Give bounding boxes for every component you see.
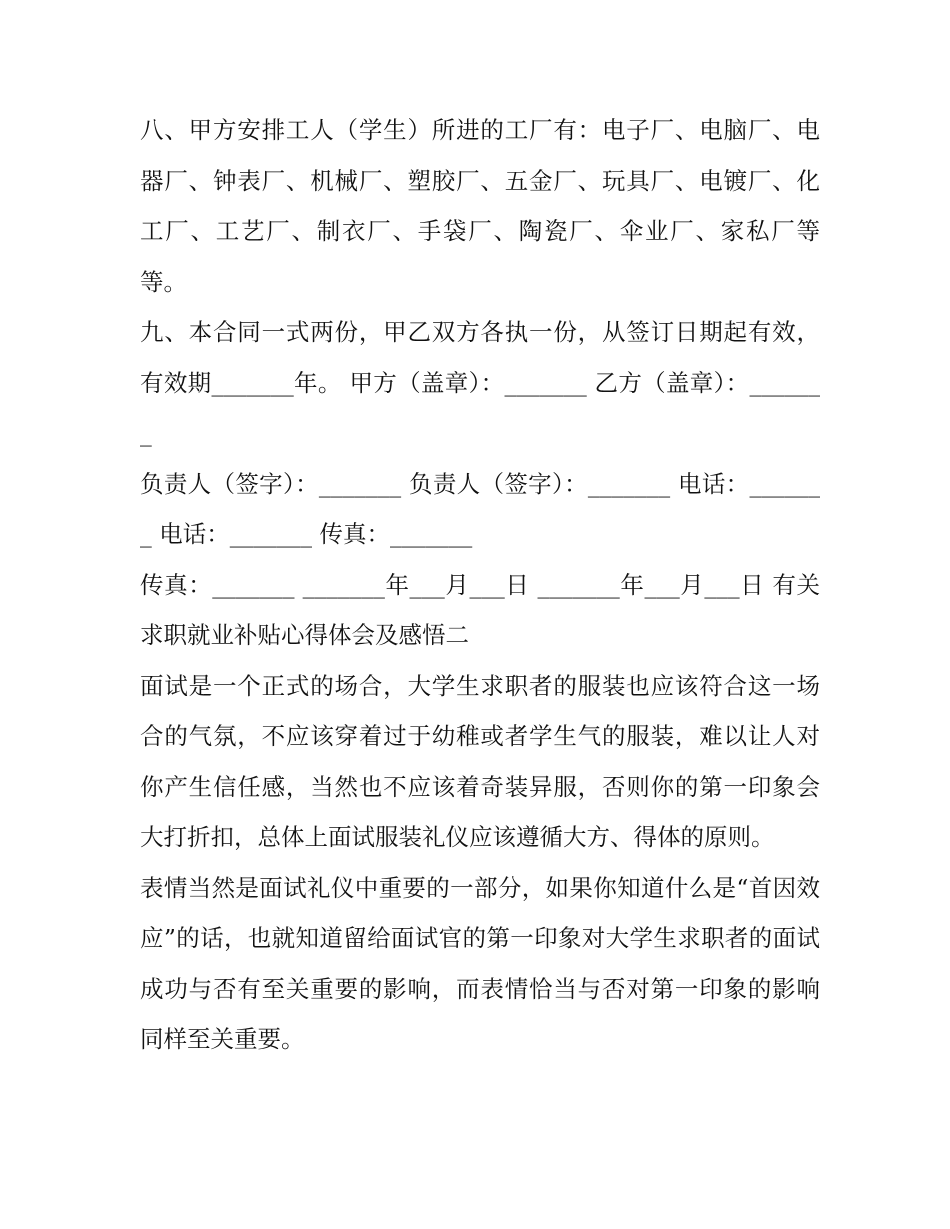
paragraph-signatures: 负责人（签字）：_______ 负责人（签字）：_______ 电话：_______ 电话：_______ 传真：_______ — [140, 469, 820, 548]
paragraph-interview-expression: 表情当然是面试礼仪中重要的一部分，如果你知道什么是“首因效应”的话，也就知道留给面试官的第一印象对大学生求职者的面试成功与否有至关重要的影响，而表情恰当与否对第一印象的影响同样至关重要。 — [140, 873, 820, 1053]
paragraph-factory-list: 八、甲方安排工人（学生）所进的工厂有：电子厂、电脑厂、电器厂、钟表厂、机械厂、塑胶厂、五金厂、玩具厂、电镀厂、化工厂、工艺厂、制衣厂、手袋厂、陶瓷厂、伞业厂、家私厂等等。 — [140, 116, 820, 296]
document-page — [140, 105, 820, 1065]
paragraph-contract-copies: 九、本合同一式两份，甲乙双方各执一份，从签订日期起有效，有效期_______年。 甲方（盖章）：_______ 乙方（盖章）：_______ — [140, 318, 820, 447]
paragraph-fax-date-title: 传真：_______ _______年___月___日 _______年___月___日 有关求职就业补贴心得体会及感悟二 — [140, 570, 820, 649]
paragraph-interview-attire: 面试是一个正式的场合，大学生求职者的服装也应该符合这一场合的气氛，不应该穿着过于幼稚或者学生气的服装，难以让人对你产生信任感，当然也不应该着奇装异服，否则你的第一印象会大打折扣，总体上面试服装礼仪应该遵循大方、得体的原则。 — [140, 671, 820, 851]
